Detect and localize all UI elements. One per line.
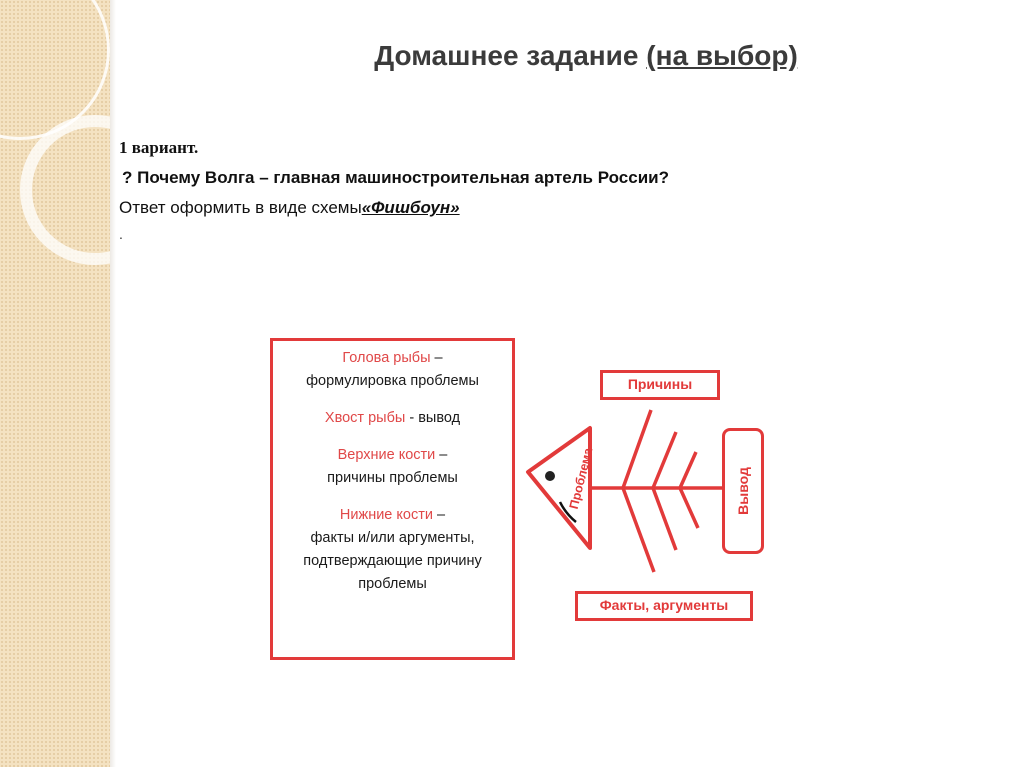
fish-eye <box>545 471 555 481</box>
legend-head-term: Голова рыбы <box>342 350 431 366</box>
answer-instruction <box>119 198 460 218</box>
legend-lower-desc-3: проблемы <box>358 576 427 592</box>
upper-bone <box>653 432 676 488</box>
upper-bone <box>623 410 651 488</box>
legend-head-desc: формулировка проблемы <box>306 373 479 389</box>
legend-lower-desc: факты и/или аргументы, <box>310 530 475 546</box>
result-label-text: Вывод <box>735 467 751 515</box>
variant-heading: 1 вариант. <box>119 138 199 157</box>
legend-lower-desc-2: подтверждающие причину <box>303 553 482 569</box>
title-choice: (на выбор) <box>646 40 798 71</box>
legend-lower-dash: – <box>432 507 446 523</box>
lower-bone <box>653 488 676 550</box>
legend-tail-desc: - вывод <box>405 410 461 426</box>
fishbone-term: «Фишбоун» <box>361 198 460 217</box>
legend-lower-term: Нижние кости <box>339 507 433 523</box>
stray-dot: . <box>119 226 123 242</box>
band-edge-shadow <box>110 0 116 767</box>
legend-tail <box>273 407 512 430</box>
legend-upper <box>273 444 512 490</box>
result-label <box>722 428 764 554</box>
legend-upper-desc: причины проблемы <box>327 470 458 486</box>
facts-label: Факты, аргументы <box>575 591 753 621</box>
legend-tail-term: Хвост рыбы <box>324 410 406 426</box>
problem-label: Проблема <box>566 446 596 511</box>
slide-title <box>0 40 1024 72</box>
fishbone-legend-box <box>270 338 515 660</box>
title-main: Домашнее задание <box>374 40 647 71</box>
lower-bone <box>623 488 654 572</box>
answer-prefix: Ответ оформить в виде схемы <box>119 198 362 217</box>
legend-head-dash: – <box>430 350 443 366</box>
decorative-side-band <box>0 0 110 767</box>
homework-question: ? Почему Волга – главная машиностроительная артель России? <box>122 168 670 187</box>
legend-upper-term: Верхние кости <box>337 447 436 463</box>
lower-bone <box>680 488 698 528</box>
legend-lower <box>273 504 512 596</box>
legend-upper-dash: – <box>435 447 448 463</box>
causes-label: Причины <box>600 370 720 400</box>
legend-head <box>273 347 512 393</box>
upper-bone <box>680 452 696 488</box>
